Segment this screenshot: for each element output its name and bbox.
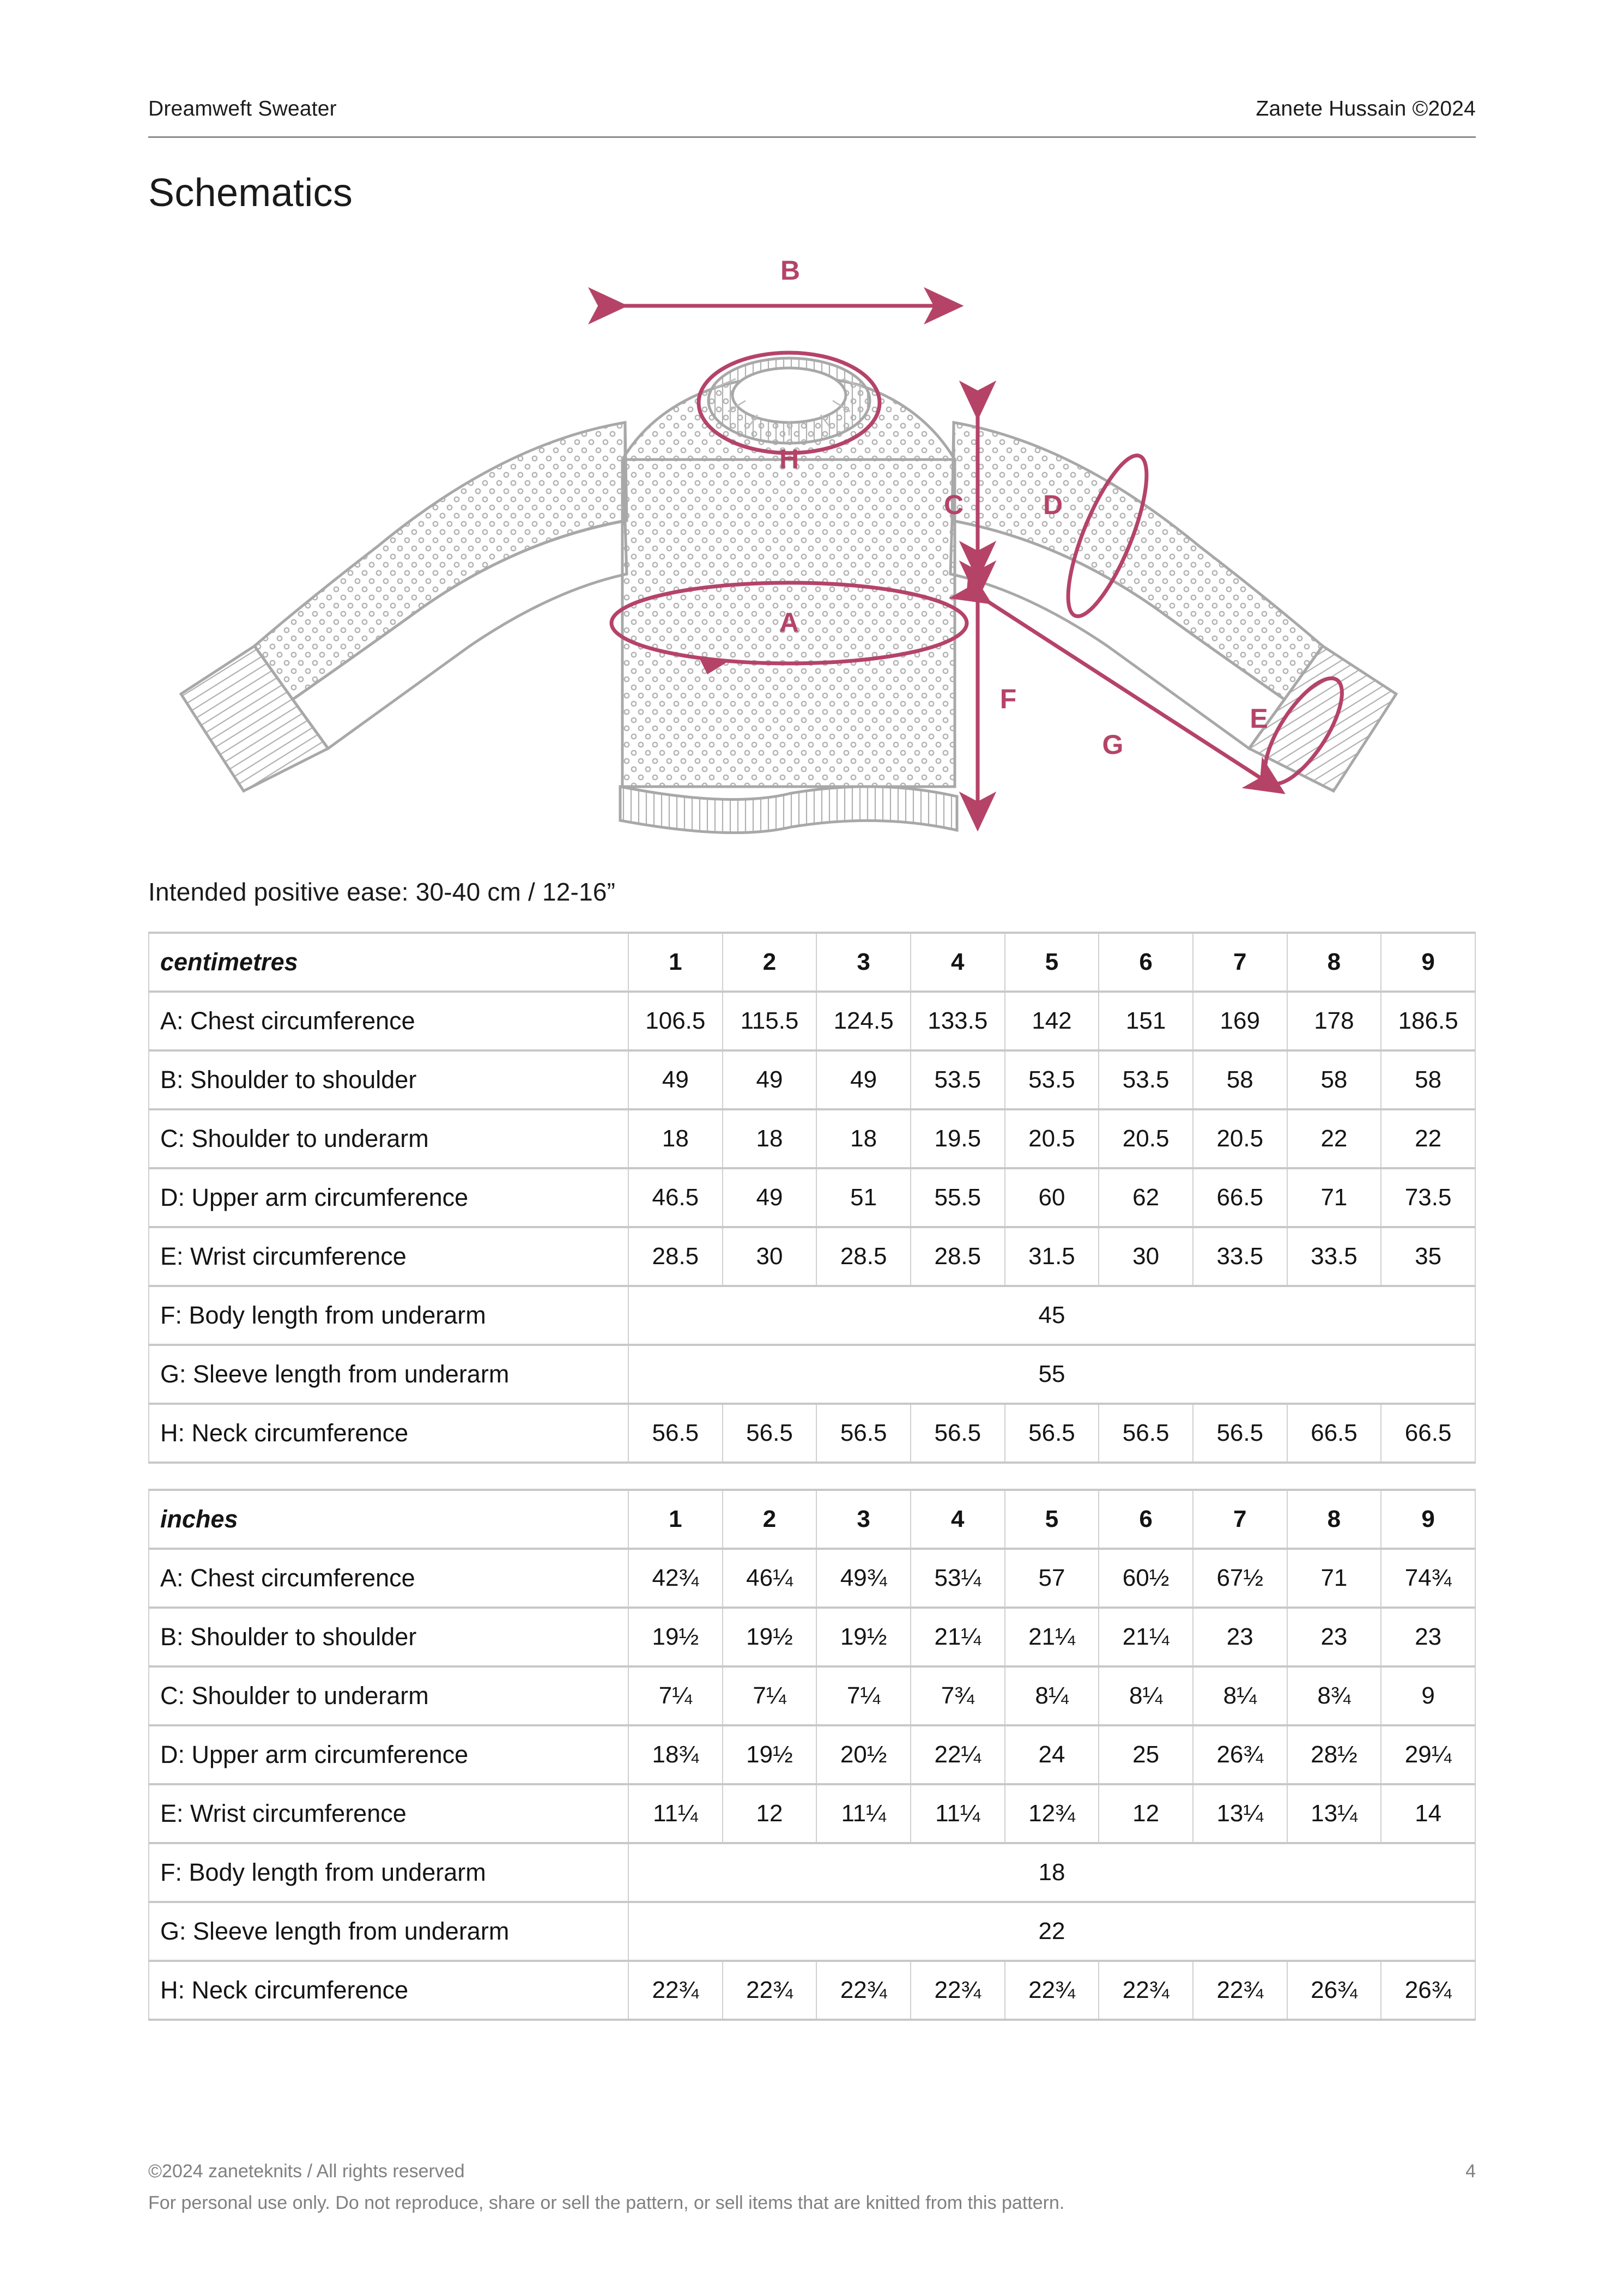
- cell-h-3: 22¾: [816, 1961, 911, 2020]
- cell-e-8: 33.5: [1287, 1227, 1381, 1286]
- table-row: [149, 1784, 1475, 1843]
- table-row: [149, 1109, 1475, 1168]
- schematic-label-c: C: [943, 490, 964, 521]
- cell-b-1: 19½: [628, 1608, 723, 1666]
- cell-d-4: 55.5: [911, 1168, 1005, 1227]
- cell-b-4: 53.5: [911, 1050, 1005, 1109]
- cell-a-9: 186.5: [1381, 992, 1475, 1050]
- header-pattern-title: Dreamweft Sweater: [148, 97, 337, 120]
- table-head-cm: [149, 933, 1475, 992]
- cell-a-8: 178: [1287, 992, 1381, 1050]
- table-row: [149, 1666, 1475, 1725]
- cell-e-4: 28.5: [911, 1227, 1005, 1286]
- cell-d-3: 20½: [816, 1725, 911, 1784]
- cell-a-2: 115.5: [723, 992, 817, 1050]
- cell-h-5: 22¾: [1005, 1961, 1099, 2020]
- cell-h-7: 22¾: [1193, 1961, 1287, 2020]
- size-header-8: 8: [1287, 933, 1381, 992]
- cell-c-8: 8¾: [1287, 1666, 1381, 1725]
- cell-b-9: 58: [1381, 1050, 1475, 1109]
- schematic-label-e: E: [1250, 703, 1268, 734]
- table-row: [149, 1961, 1475, 2020]
- table-row: [149, 1843, 1475, 1902]
- cell-e-9: 14: [1381, 1784, 1475, 1843]
- size-header-3: 3: [816, 933, 911, 992]
- table-head-in: [149, 1490, 1475, 1549]
- cell-b-5: 53.5: [1005, 1050, 1099, 1109]
- page-title: Schematics: [148, 171, 353, 215]
- table-body-cm: [149, 992, 1475, 1463]
- cell-c-2: 7¼: [723, 1666, 817, 1725]
- row-label-e: E: Wrist circumference: [149, 1784, 628, 1843]
- size-header-9: 9: [1381, 1490, 1475, 1549]
- cell-b-3: 49: [816, 1050, 911, 1109]
- cell-b-7: 58: [1193, 1050, 1287, 1109]
- schematic-label-a: A: [779, 607, 799, 638]
- cell-a-2: 46¼: [723, 1549, 817, 1608]
- size-header-4: 4: [911, 1490, 1005, 1549]
- footer-top-row: [148, 2157, 1476, 2186]
- cell-b-2: 49: [723, 1050, 817, 1109]
- table-row: [149, 1549, 1475, 1608]
- cell-d-5: 24: [1005, 1725, 1099, 1784]
- row-label-g: G: Sleeve length from underarm: [149, 1345, 628, 1404]
- cell-d-7: 66.5: [1193, 1168, 1287, 1227]
- cell-c-8: 22: [1287, 1109, 1381, 1168]
- cell-b-8: 23: [1287, 1608, 1381, 1666]
- cell-b-6: 53.5: [1099, 1050, 1193, 1109]
- cell-h-2: 56.5: [723, 1404, 817, 1463]
- header-divider: [148, 136, 1476, 138]
- size-header-7: 7: [1193, 933, 1287, 992]
- size-header-2: 2: [723, 933, 817, 992]
- row-label-d: D: Upper arm circumference: [149, 1725, 628, 1784]
- cell-b-2: 19½: [723, 1608, 817, 1666]
- table-row: [149, 1168, 1475, 1227]
- row-label-a: A: Chest circumference: [149, 1549, 628, 1608]
- intended-ease-text: Intended positive ease: 30-40 cm / 12-16”: [148, 878, 616, 907]
- size-header-3: 3: [816, 1490, 911, 1549]
- cell-a-7: 67½: [1193, 1549, 1287, 1608]
- row-label-d: D: Upper arm circumference: [149, 1168, 628, 1227]
- cell-c-3: 18: [816, 1109, 911, 1168]
- cell-h-9: 66.5: [1381, 1404, 1475, 1463]
- cell-a-3: 49¾: [816, 1549, 911, 1608]
- table-body-in: [149, 1549, 1475, 2020]
- cell-d-6: 25: [1099, 1725, 1193, 1784]
- cell-d-8: 28½: [1287, 1725, 1381, 1784]
- cell-b-7: 23: [1193, 1608, 1287, 1666]
- cell-h-6: 56.5: [1099, 1404, 1193, 1463]
- cell-f-all: 45: [628, 1286, 1475, 1345]
- cell-c-5: 8¼: [1005, 1666, 1099, 1725]
- cell-e-2: 30: [723, 1227, 817, 1286]
- cell-b-3: 19½: [816, 1608, 911, 1666]
- size-header-5: 5: [1005, 1490, 1099, 1549]
- measurements-table-inches: [148, 1489, 1476, 2021]
- cell-c-6: 8¼: [1099, 1666, 1193, 1725]
- cell-a-7: 169: [1193, 992, 1287, 1050]
- cell-h-4: 22¾: [911, 1961, 1005, 2020]
- size-header-7: 7: [1193, 1490, 1287, 1549]
- cell-c-2: 18: [723, 1109, 817, 1168]
- table-row: [149, 1050, 1475, 1109]
- cell-e-4: 11¼: [911, 1784, 1005, 1843]
- cell-b-6: 21¼: [1099, 1608, 1193, 1666]
- size-header-8: 8: [1287, 1490, 1381, 1549]
- cell-a-3: 124.5: [816, 992, 911, 1050]
- schematic-label-d: D: [1043, 490, 1063, 521]
- row-label-f: F: Body length from underarm: [149, 1286, 628, 1345]
- cell-b-9: 23: [1381, 1608, 1475, 1666]
- page-number: 4: [1465, 2160, 1476, 2182]
- table-row: [149, 1404, 1475, 1463]
- cell-c-9: 9: [1381, 1666, 1475, 1725]
- cell-c-6: 20.5: [1099, 1109, 1193, 1168]
- cell-e-7: 33.5: [1193, 1227, 1287, 1286]
- cell-d-2: 19½: [723, 1725, 817, 1784]
- table-header-row: [149, 933, 1475, 992]
- schematic-label-h: H: [779, 444, 799, 475]
- cell-h-8: 26¾: [1287, 1961, 1381, 2020]
- row-label-f: F: Body length from underarm: [149, 1843, 628, 1902]
- row-label-g: G: Sleeve length from underarm: [149, 1902, 628, 1961]
- cell-g-all: 55: [628, 1345, 1475, 1404]
- row-label-b: B: Shoulder to shoulder: [149, 1608, 628, 1666]
- cell-h-3: 56.5: [816, 1404, 911, 1463]
- size-header-4: 4: [911, 933, 1005, 992]
- cell-a-1: 42¾: [628, 1549, 723, 1608]
- cell-d-2: 49: [723, 1168, 817, 1227]
- footer-usage-note: For personal use only. Do not reproduce, share or sell the pattern, or sell items that are knitted from this pattern.: [148, 2193, 1065, 2214]
- cell-b-1: 49: [628, 1050, 723, 1109]
- size-header-9: 9: [1381, 933, 1475, 992]
- cell-h-4: 56.5: [911, 1404, 1005, 1463]
- measurements-table-centimetres: [148, 932, 1476, 1464]
- cell-e-5: 31.5: [1005, 1227, 1099, 1286]
- row-label-h: H: Neck circumference: [149, 1404, 628, 1463]
- cell-e-6: 30: [1099, 1227, 1193, 1286]
- cell-e-3: 11¼: [816, 1784, 911, 1843]
- cell-g-all: 22: [628, 1902, 1475, 1961]
- schematic-label-f: F: [999, 684, 1017, 715]
- cell-e-8: 13¼: [1287, 1784, 1381, 1843]
- table-row: [149, 992, 1475, 1050]
- cell-b-5: 21¼: [1005, 1608, 1099, 1666]
- cell-a-6: 151: [1099, 992, 1193, 1050]
- size-header-2: 2: [723, 1490, 817, 1549]
- size-header-6: 6: [1099, 1490, 1193, 1549]
- table-row: [149, 1725, 1475, 1784]
- cell-a-4: 53¼: [911, 1549, 1005, 1608]
- cell-h-8: 66.5: [1287, 1404, 1381, 1463]
- row-label-c: C: Shoulder to underarm: [149, 1109, 628, 1168]
- table-header-row: [149, 1490, 1475, 1549]
- cell-a-8: 71: [1287, 1549, 1381, 1608]
- cell-c-7: 20.5: [1193, 1109, 1287, 1168]
- page-header: [148, 0, 1476, 121]
- cell-c-7: 8¼: [1193, 1666, 1287, 1725]
- sweater-body-outline: [181, 358, 1396, 833]
- cell-a-9: 74¾: [1381, 1549, 1475, 1608]
- cell-d-5: 60: [1005, 1168, 1099, 1227]
- row-label-c: C: Shoulder to underarm: [149, 1666, 628, 1725]
- table-row: [149, 1227, 1475, 1286]
- cell-d-9: 29¼: [1381, 1725, 1475, 1784]
- cell-c-4: 19.5: [911, 1109, 1005, 1168]
- cell-h-6: 22¾: [1099, 1961, 1193, 2020]
- row-label-h: H: Neck circumference: [149, 1961, 628, 2020]
- unit-header-inches: inches: [149, 1490, 628, 1549]
- cell-f-all: 18: [628, 1843, 1475, 1902]
- cell-d-3: 51: [816, 1168, 911, 1227]
- size-header-5: 5: [1005, 933, 1099, 992]
- cell-c-1: 18: [628, 1109, 723, 1168]
- cell-c-9: 22: [1381, 1109, 1475, 1168]
- cell-c-4: 7¾: [911, 1666, 1005, 1725]
- cell-h-5: 56.5: [1005, 1404, 1099, 1463]
- sweater-schematic-svg: [148, 241, 1476, 863]
- cell-e-5: 12¾: [1005, 1784, 1099, 1843]
- size-header-6: 6: [1099, 933, 1193, 992]
- header-designer-credit: Zanete Hussain ©2024: [1256, 97, 1476, 120]
- cell-e-1: 11¼: [628, 1784, 723, 1843]
- cell-a-5: 142: [1005, 992, 1099, 1050]
- cell-d-6: 62: [1099, 1168, 1193, 1227]
- cell-h-1: 56.5: [628, 1404, 723, 1463]
- table-row: [149, 1345, 1475, 1404]
- cell-a-6: 60½: [1099, 1549, 1193, 1608]
- cell-h-2: 22¾: [723, 1961, 817, 2020]
- table-row: [149, 1902, 1475, 1961]
- cell-d-1: 46.5: [628, 1168, 723, 1227]
- unit-header-cm: centimetres: [149, 933, 628, 992]
- cell-e-9: 35: [1381, 1227, 1475, 1286]
- cell-c-1: 7¼: [628, 1666, 723, 1725]
- cell-c-5: 20.5: [1005, 1109, 1099, 1168]
- cell-e-2: 12: [723, 1784, 817, 1843]
- sweater-schematic-diagram: [148, 241, 1476, 863]
- row-label-b: B: Shoulder to shoulder: [149, 1050, 628, 1109]
- cell-e-1: 28.5: [628, 1227, 723, 1286]
- cell-e-7: 13¼: [1193, 1784, 1287, 1843]
- cell-e-6: 12: [1099, 1784, 1193, 1843]
- row-label-a: A: Chest circumference: [149, 992, 628, 1050]
- table-row: [149, 1608, 1475, 1666]
- row-label-e: E: Wrist circumference: [149, 1227, 628, 1286]
- cell-d-7: 26¾: [1193, 1725, 1287, 1784]
- table-row: [149, 1286, 1475, 1345]
- cell-d-9: 73.5: [1381, 1168, 1475, 1227]
- schematic-label-g: G: [1102, 729, 1124, 760]
- cell-d-4: 22¼: [911, 1725, 1005, 1784]
- cell-d-8: 71: [1287, 1168, 1381, 1227]
- cell-e-3: 28.5: [816, 1227, 911, 1286]
- cell-d-1: 18¾: [628, 1725, 723, 1784]
- cell-b-4: 21¼: [911, 1608, 1005, 1666]
- footer-copyright: ©2024 zaneteknits / All rights reserved: [148, 2160, 465, 2182]
- cell-h-7: 56.5: [1193, 1404, 1287, 1463]
- size-header-1: 1: [628, 933, 723, 992]
- cell-a-1: 106.5: [628, 992, 723, 1050]
- cell-b-8: 58: [1287, 1050, 1381, 1109]
- page-footer: [148, 2157, 1476, 2218]
- cell-c-3: 7¼: [816, 1666, 911, 1725]
- cell-a-4: 133.5: [911, 992, 1005, 1050]
- cell-a-5: 57: [1005, 1549, 1099, 1608]
- size-header-1: 1: [628, 1490, 723, 1549]
- schematic-label-b: B: [780, 255, 801, 286]
- cell-h-1: 22¾: [628, 1961, 723, 2020]
- cell-h-9: 26¾: [1381, 1961, 1475, 2020]
